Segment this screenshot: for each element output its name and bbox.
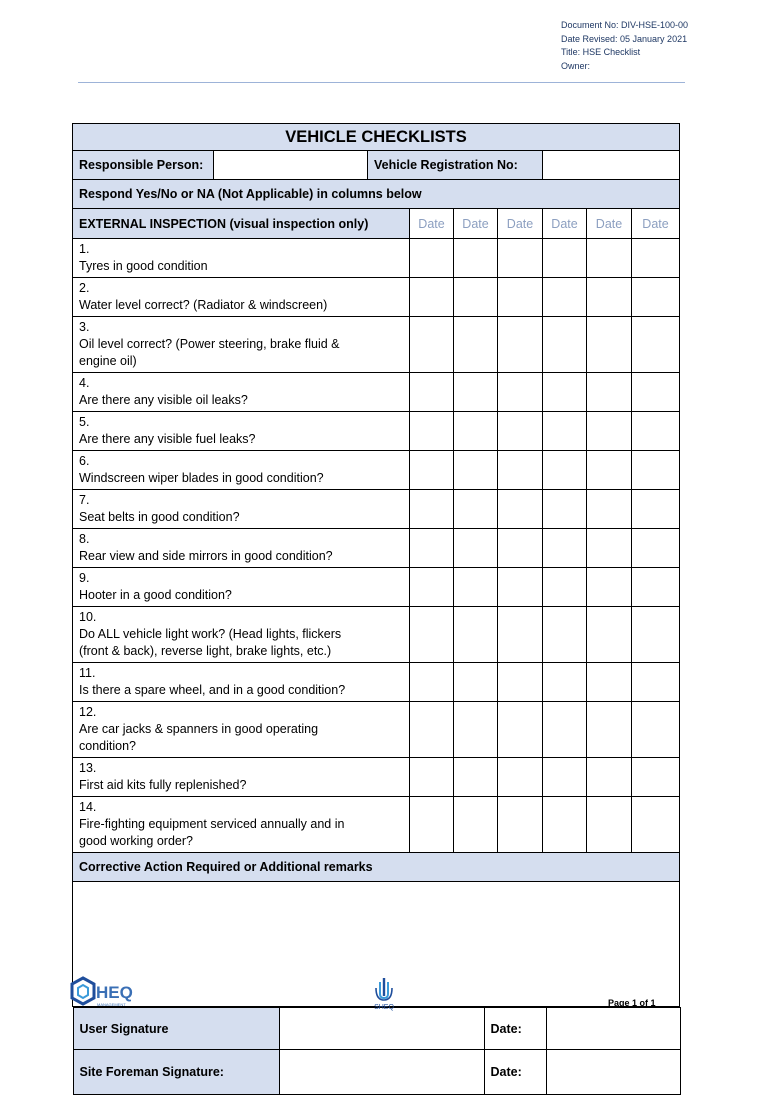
date-column-header: Date [632, 209, 680, 239]
response-cell[interactable] [454, 663, 498, 702]
response-cell[interactable] [410, 702, 454, 758]
checklist-row [73, 451, 680, 490]
response-cell[interactable] [410, 607, 454, 663]
section-heading: EXTERNAL INSPECTION (visual inspection only) [73, 209, 410, 239]
response-cell[interactable] [587, 239, 632, 278]
response-cell[interactable] [632, 529, 680, 568]
item-text: Windscreen wiper blades in good condition? [79, 470, 369, 487]
item-number: 5. [79, 414, 114, 431]
response-cell[interactable] [543, 702, 587, 758]
response-cell[interactable] [587, 758, 632, 797]
response-cell[interactable] [498, 529, 543, 568]
response-cell[interactable] [587, 373, 632, 412]
checklist-item [73, 278, 410, 317]
response-cell[interactable] [632, 412, 680, 451]
foreman-date-label: Date: [484, 1050, 546, 1095]
response-cell[interactable] [454, 490, 498, 529]
response-cell[interactable] [454, 568, 498, 607]
response-cell[interactable] [632, 758, 680, 797]
header-divider [78, 82, 685, 83]
response-cell[interactable] [498, 607, 543, 663]
response-cell[interactable] [543, 758, 587, 797]
item-text: Oil level correct? (Power steering, brake fluid & engine oil) [79, 336, 369, 370]
response-cell[interactable] [498, 373, 543, 412]
document-info [561, 19, 688, 73]
checklist-item [73, 490, 410, 529]
response-cell[interactable] [632, 239, 680, 278]
checklist-row [73, 529, 680, 568]
response-cell[interactable] [543, 373, 587, 412]
response-cell[interactable] [587, 278, 632, 317]
response-cell[interactable] [498, 278, 543, 317]
item-number: 8. [79, 531, 114, 548]
date-column-header: Date [454, 209, 498, 239]
response-cell[interactable] [632, 278, 680, 317]
response-cell[interactable] [498, 317, 543, 373]
response-cell[interactable] [543, 797, 587, 853]
response-cell[interactable] [410, 663, 454, 702]
response-cell[interactable] [543, 529, 587, 568]
response-cell[interactable] [543, 278, 587, 317]
response-cell[interactable] [410, 317, 454, 373]
date-column-header: Date [410, 209, 454, 239]
response-cell[interactable] [410, 278, 454, 317]
heq-logo [70, 976, 132, 1013]
item-number: 12. [79, 704, 114, 721]
user-date-field[interactable] [546, 1008, 680, 1050]
item-number: 9. [79, 570, 114, 587]
sheq-logo [371, 976, 397, 1017]
response-cell[interactable] [410, 451, 454, 490]
response-cell[interactable] [454, 797, 498, 853]
vehicle-checklist-table [72, 123, 680, 1095]
checklist-row [73, 758, 680, 797]
checklist-item [73, 702, 410, 758]
checklist-item [73, 607, 410, 663]
item-text: Are there any visible oil leaks? [79, 392, 369, 409]
foreman-signature-field[interactable] [279, 1050, 484, 1095]
svg-text:SHEQ: SHEQ [374, 1004, 394, 1011]
checklist-row [73, 239, 680, 278]
response-cell[interactable] [498, 663, 543, 702]
foreman-date-field[interactable] [546, 1050, 680, 1095]
checklist-row [73, 568, 680, 607]
response-cell[interactable] [410, 797, 454, 853]
checklist-item [73, 529, 410, 568]
checklist-item [73, 797, 410, 853]
checklist-item [73, 451, 410, 490]
response-cell[interactable] [587, 568, 632, 607]
page-number: Page 1 of 1 [608, 998, 656, 1008]
checklist-row [73, 607, 680, 663]
response-cell[interactable] [587, 317, 632, 373]
remarks-label: Corrective Action Required or Additional remarks [73, 853, 680, 882]
response-cell[interactable] [587, 607, 632, 663]
response-cell[interactable] [587, 702, 632, 758]
date-revised: Date Revised: 05 January 2021 [561, 33, 688, 47]
foreman-signature-label: Site Foreman Signature: [73, 1050, 279, 1095]
item-number: 10. [79, 609, 114, 626]
item-text: Are car jacks & spanners in good operating condition? [79, 721, 369, 755]
item-text: Water level correct? (Radiator & windscreen) [79, 297, 369, 314]
response-cell[interactable] [410, 529, 454, 568]
response-cell[interactable] [498, 490, 543, 529]
response-cell[interactable] [454, 758, 498, 797]
response-cell[interactable] [410, 758, 454, 797]
response-cell[interactable] [543, 490, 587, 529]
response-cell[interactable] [498, 758, 543, 797]
item-text: Tyres in good condition [79, 258, 369, 275]
response-cell[interactable] [498, 568, 543, 607]
response-cell[interactable] [543, 412, 587, 451]
date-column-header: Date [498, 209, 543, 239]
document-title: Title: HSE Checklist [561, 46, 688, 60]
date-column-header: Date [587, 209, 632, 239]
checklist-item [73, 239, 410, 278]
response-cell[interactable] [498, 451, 543, 490]
checklist-row [73, 317, 680, 373]
item-number: 4. [79, 375, 114, 392]
response-cell[interactable] [454, 607, 498, 663]
item-number: 1. [79, 241, 114, 258]
response-cell[interactable] [632, 797, 680, 853]
response-cell[interactable] [543, 663, 587, 702]
response-cell[interactable] [632, 373, 680, 412]
checklist-item [73, 663, 410, 702]
vehicle-registration-field[interactable] [543, 151, 680, 180]
response-cell[interactable] [587, 451, 632, 490]
checklist-item [73, 317, 410, 373]
response-cell[interactable] [498, 412, 543, 451]
checklist-item [73, 568, 410, 607]
response-cell[interactable] [543, 568, 587, 607]
response-cell[interactable] [410, 568, 454, 607]
document-owner: Owner: [561, 60, 688, 74]
response-cell[interactable] [632, 607, 680, 663]
instruction-row: Respond Yes/No or NA (Not Applicable) in columns below [73, 180, 680, 209]
form-title: VEHICLE CHECKLISTS [73, 124, 680, 151]
response-cell[interactable] [454, 412, 498, 451]
item-number: 3. [79, 319, 114, 336]
response-cell[interactable] [632, 702, 680, 758]
svg-text:HEQ: HEQ [96, 983, 133, 1002]
response-cell[interactable] [543, 317, 587, 373]
response-cell[interactable] [454, 317, 498, 373]
item-text: Fire-fighting equipment serviced annually and in good working order? [79, 816, 369, 850]
response-cell[interactable] [587, 529, 632, 568]
item-number: 6. [79, 453, 114, 470]
document-number: Document No: DIV-HSE-100-00 [561, 19, 688, 33]
response-cell[interactable] [587, 412, 632, 451]
checklist-item [73, 412, 410, 451]
response-cell[interactable] [543, 451, 587, 490]
item-text: Is there a spare wheel, and in a good condition? [79, 682, 369, 699]
checklist-row [73, 702, 680, 758]
item-text: First aid kits fully replenished? [79, 777, 369, 794]
item-text: Do ALL vehicle light work? (Head lights, flickers (front & back), reverse light, brake lights, etc.) [79, 626, 369, 660]
response-cell[interactable] [410, 373, 454, 412]
item-text: Hooter in a good condition? [79, 587, 369, 604]
response-cell[interactable] [498, 239, 543, 278]
item-text: Are there any visible fuel leaks? [79, 431, 369, 448]
checklist-row [73, 663, 680, 702]
response-cell[interactable] [587, 797, 632, 853]
responsible-person-label: Responsible Person: [73, 151, 214, 180]
user-signature-label: User Signature [73, 1008, 279, 1050]
response-cell[interactable] [498, 702, 543, 758]
checklist-item [73, 373, 410, 412]
checklist-row [73, 490, 680, 529]
date-column-header: Date [543, 209, 587, 239]
response-cell[interactable] [454, 373, 498, 412]
response-cell[interactable] [632, 490, 680, 529]
user-date-label: Date: [484, 1008, 546, 1050]
item-text: Seat belts in good condition? [79, 509, 369, 526]
response-cell[interactable] [410, 239, 454, 278]
item-number: 14. [79, 799, 114, 816]
item-text: Rear view and side mirrors in good condition? [79, 548, 369, 565]
response-cell[interactable] [498, 797, 543, 853]
response-cell[interactable] [632, 568, 680, 607]
checklist-row [73, 797, 680, 853]
checklist-row [73, 412, 680, 451]
response-cell[interactable] [410, 490, 454, 529]
item-number: 13. [79, 760, 114, 777]
item-number: 7. [79, 492, 114, 509]
response-cell[interactable] [410, 412, 454, 451]
response-cell[interactable] [587, 663, 632, 702]
item-number: 11. [79, 665, 114, 682]
response-cell[interactable] [632, 451, 680, 490]
response-cell[interactable] [454, 451, 498, 490]
vehicle-registration-label: Vehicle Registration No: [368, 151, 543, 180]
response-cell[interactable] [454, 702, 498, 758]
response-cell[interactable] [632, 317, 680, 373]
response-cell[interactable] [632, 663, 680, 702]
item-number: 2. [79, 280, 114, 297]
response-cell[interactable] [543, 239, 587, 278]
checklist-row [73, 373, 680, 412]
checklist-row [73, 278, 680, 317]
responsible-person-field[interactable] [214, 151, 368, 180]
svg-text:MANAGEMENT: MANAGEMENT [97, 1002, 126, 1007]
response-cell[interactable] [454, 278, 498, 317]
response-cell[interactable] [587, 490, 632, 529]
signature-section [73, 1007, 680, 1095]
response-cell[interactable] [454, 239, 498, 278]
response-cell[interactable] [454, 529, 498, 568]
checklist-item [73, 758, 410, 797]
response-cell[interactable] [543, 607, 587, 663]
